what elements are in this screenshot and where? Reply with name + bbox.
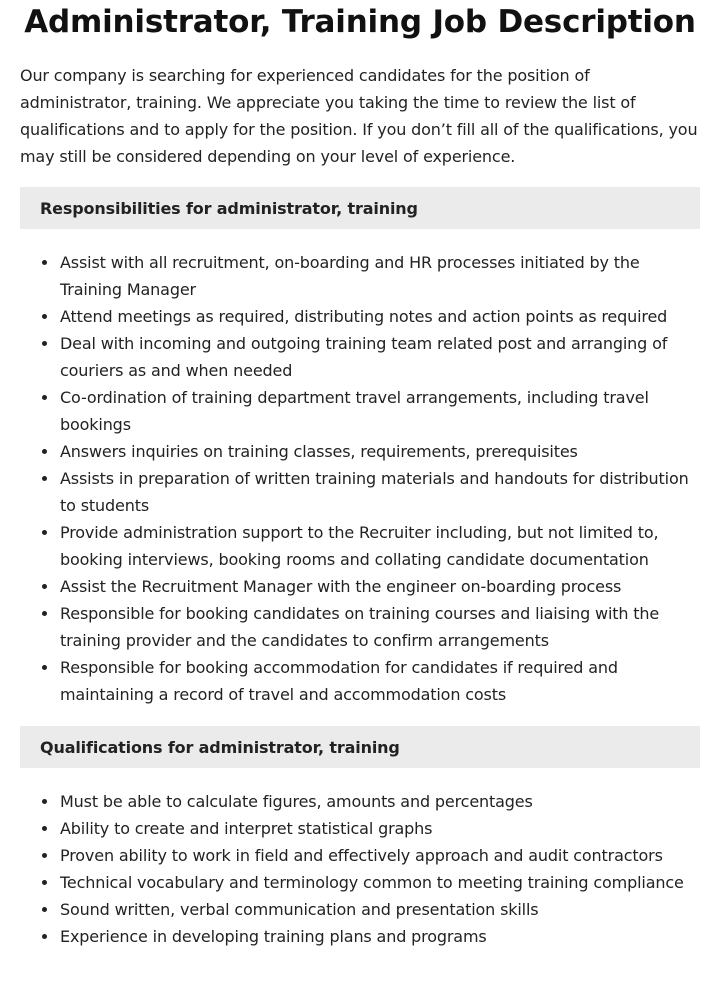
list-item: Answers inquiries on training classes, requirements, prerequisites (20, 438, 700, 465)
list-item: Deal with incoming and outgoing training team related post and arranging of couriers as and when needed (20, 330, 700, 384)
list-item: Ability to create and interpret statistical graphs (20, 815, 700, 842)
list-item: Experience in developing training plans and programs (20, 923, 700, 950)
list-item: Proven ability to work in field and effectively approach and audit contractors (20, 842, 700, 869)
list-item: Provide administration support to the Recruiter including, but not limited to, booking interviews, booking rooms and collating candidate documentation (20, 519, 700, 573)
list-item: Responsible for booking candidates on training courses and liaising with the training provider and the candidates to confirm arrangements (20, 600, 700, 654)
list-item: Co-ordination of training department travel arrangements, including travel bookings (20, 384, 700, 438)
qualifications-list (20, 788, 700, 950)
list-item: Assist the Recruitment Manager with the engineer on-boarding process (20, 573, 700, 600)
list-item: Assists in preparation of written training materials and handouts for distribution to students (20, 465, 700, 519)
qualifications-heading: Qualifications for administrator, training (20, 726, 700, 768)
list-item: Assist with all recruitment, on-boarding and HR processes initiated by the Training Manager (20, 249, 700, 303)
list-item: Responsible for booking accommodation for candidates if required and maintaining a record of travel and accommodation costs (20, 654, 700, 708)
responsibilities-heading: Responsibilities for administrator, training (20, 187, 700, 229)
list-item: Sound written, verbal communication and presentation skills (20, 896, 700, 923)
page-title: Administrator, Training Job Description (24, 4, 696, 40)
intro-paragraph: Our company is searching for experienced candidates for the position of administrator, training. We appreciate you taking the time to review the list of qualifications and to apply for the position. If you don’t fill all of the qualifications, you may still be considered depending on your level of experience. (20, 66, 698, 166)
responsibilities-list (20, 249, 700, 708)
list-item: Attend meetings as required, distributing notes and action points as required (20, 303, 700, 330)
list-item: Technical vocabulary and terminology common to meeting training compliance (20, 869, 700, 896)
list-item: Must be able to calculate figures, amounts and percentages (20, 788, 700, 815)
